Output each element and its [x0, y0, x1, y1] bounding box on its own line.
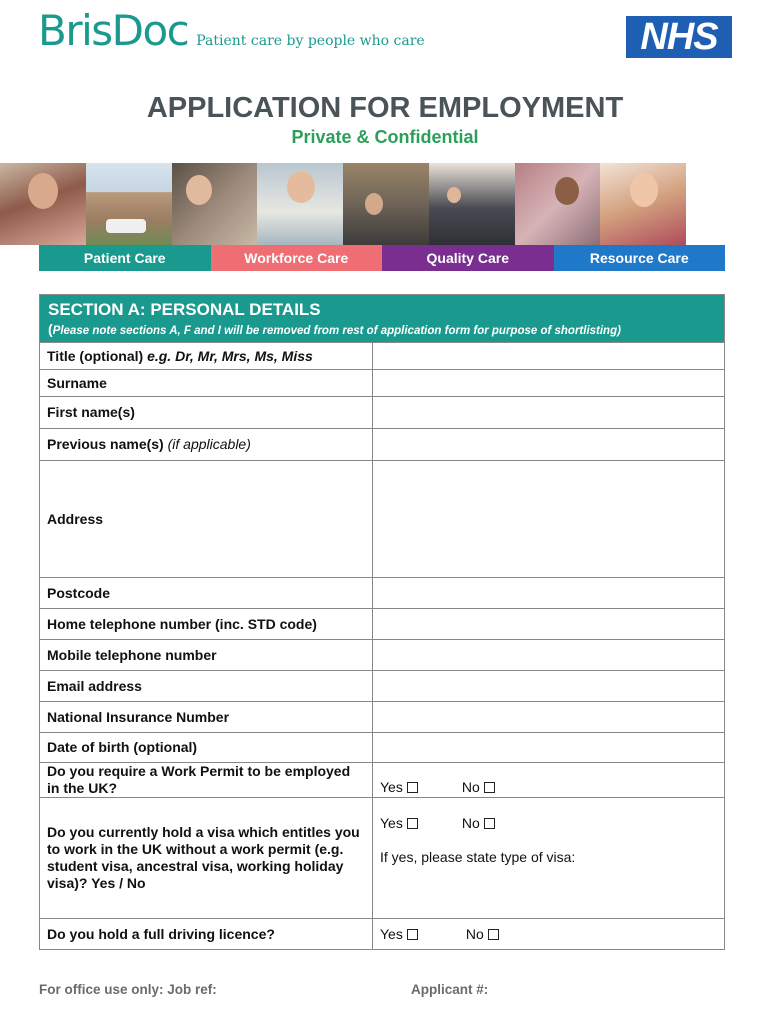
label-dob: Date of birth (optional)	[40, 733, 373, 763]
label-previous-names: Previous name(s) (if applicable)	[40, 429, 373, 461]
input-address[interactable]	[373, 461, 725, 578]
photo-doctor	[257, 163, 343, 245]
label-visa: Do you currently hold a visa which entitles you to work in the UK without a work permit (e.g. student visa, ancestral visa, working holiday visa)? Yes / No	[40, 798, 373, 919]
label-email: Email address	[40, 671, 373, 702]
applicant-number: Applicant #:	[411, 982, 489, 997]
input-previous-names[interactable]	[373, 429, 725, 461]
label-title: Title (optional) e.g. Dr, Mr, Mrs, Ms, Miss	[40, 343, 373, 370]
page-title: APPLICATION FOR EMPLOYMENT	[146, 92, 624, 124]
label-address: Address	[40, 461, 373, 578]
photo-nurse-with-patient	[515, 163, 601, 245]
photo-building	[86, 163, 172, 245]
page-subtitle: Private & Confidential	[291, 127, 479, 147]
label-driving-licence: Do you hold a full driving licence?	[40, 919, 373, 950]
visa-type-prompt: If yes, please state type of visa:	[380, 849, 576, 865]
driving-licence-no-checkbox[interactable]	[488, 929, 499, 940]
pillar-workforce-care[interactable]: Workforce Care	[211, 245, 383, 271]
photo-strip	[0, 163, 686, 245]
input-dob[interactable]	[373, 733, 725, 763]
visa-yes-checkbox[interactable]	[407, 818, 418, 829]
input-title[interactable]	[373, 343, 725, 370]
nhs-logo: NHS	[626, 16, 732, 58]
photo-patient-visit	[172, 163, 258, 245]
photo-staff-group	[429, 163, 515, 245]
input-postcode[interactable]	[373, 578, 725, 609]
driving-licence-options: Yes No	[373, 919, 725, 950]
label-first-names: First name(s)	[40, 397, 373, 429]
input-first-names[interactable]	[373, 397, 725, 429]
brand-name: BrisDoc	[38, 6, 189, 55]
photo-nurse-on-phone	[0, 163, 86, 245]
driving-licence-yes-checkbox[interactable]	[407, 929, 418, 940]
input-home-phone[interactable]	[373, 609, 725, 640]
input-ni-number[interactable]	[373, 702, 725, 733]
visa-options: Yes No If yes, please state type of visa:	[373, 798, 725, 919]
work-permit-no-checkbox[interactable]	[484, 782, 495, 793]
care-pillars	[39, 245, 725, 271]
label-postcode: Postcode	[40, 578, 373, 609]
visa-no-checkbox[interactable]	[484, 818, 495, 829]
pillar-patient-care[interactable]: Patient Care	[39, 245, 211, 271]
work-permit-yes-checkbox[interactable]	[407, 782, 418, 793]
photo-smiling-staff	[600, 163, 686, 245]
section-a-title: SECTION A: PERSONAL DETAILS	[48, 299, 321, 319]
pillar-resource-care[interactable]: Resource Care	[554, 245, 726, 271]
brisdoc-logo	[38, 6, 425, 55]
label-mobile-phone: Mobile telephone number	[40, 640, 373, 671]
section-a-header	[40, 295, 725, 343]
input-email[interactable]	[373, 671, 725, 702]
work-permit-options: Yes No	[373, 763, 725, 798]
label-home-phone: Home telephone number (inc. STD code)	[40, 609, 373, 640]
label-ni-number: National Insurance Number	[40, 702, 373, 733]
section-a-note: (Please note sections A, F and I will be removed from rest of application form for purpose of shortlisting)	[48, 320, 621, 337]
label-work-permit: Do you require a Work Permit to be employed in the UK?	[40, 763, 373, 798]
input-mobile-phone[interactable]	[373, 640, 725, 671]
office-use-job-ref: For office use only: Job ref:	[39, 982, 217, 997]
input-surname[interactable]	[373, 370, 725, 397]
personal-details-form	[39, 294, 725, 950]
pillar-quality-care[interactable]: Quality Care	[382, 245, 554, 271]
brand-tagline: Patient care by people who care	[196, 33, 425, 49]
photo-street-team	[343, 163, 429, 245]
label-surname: Surname	[40, 370, 373, 397]
